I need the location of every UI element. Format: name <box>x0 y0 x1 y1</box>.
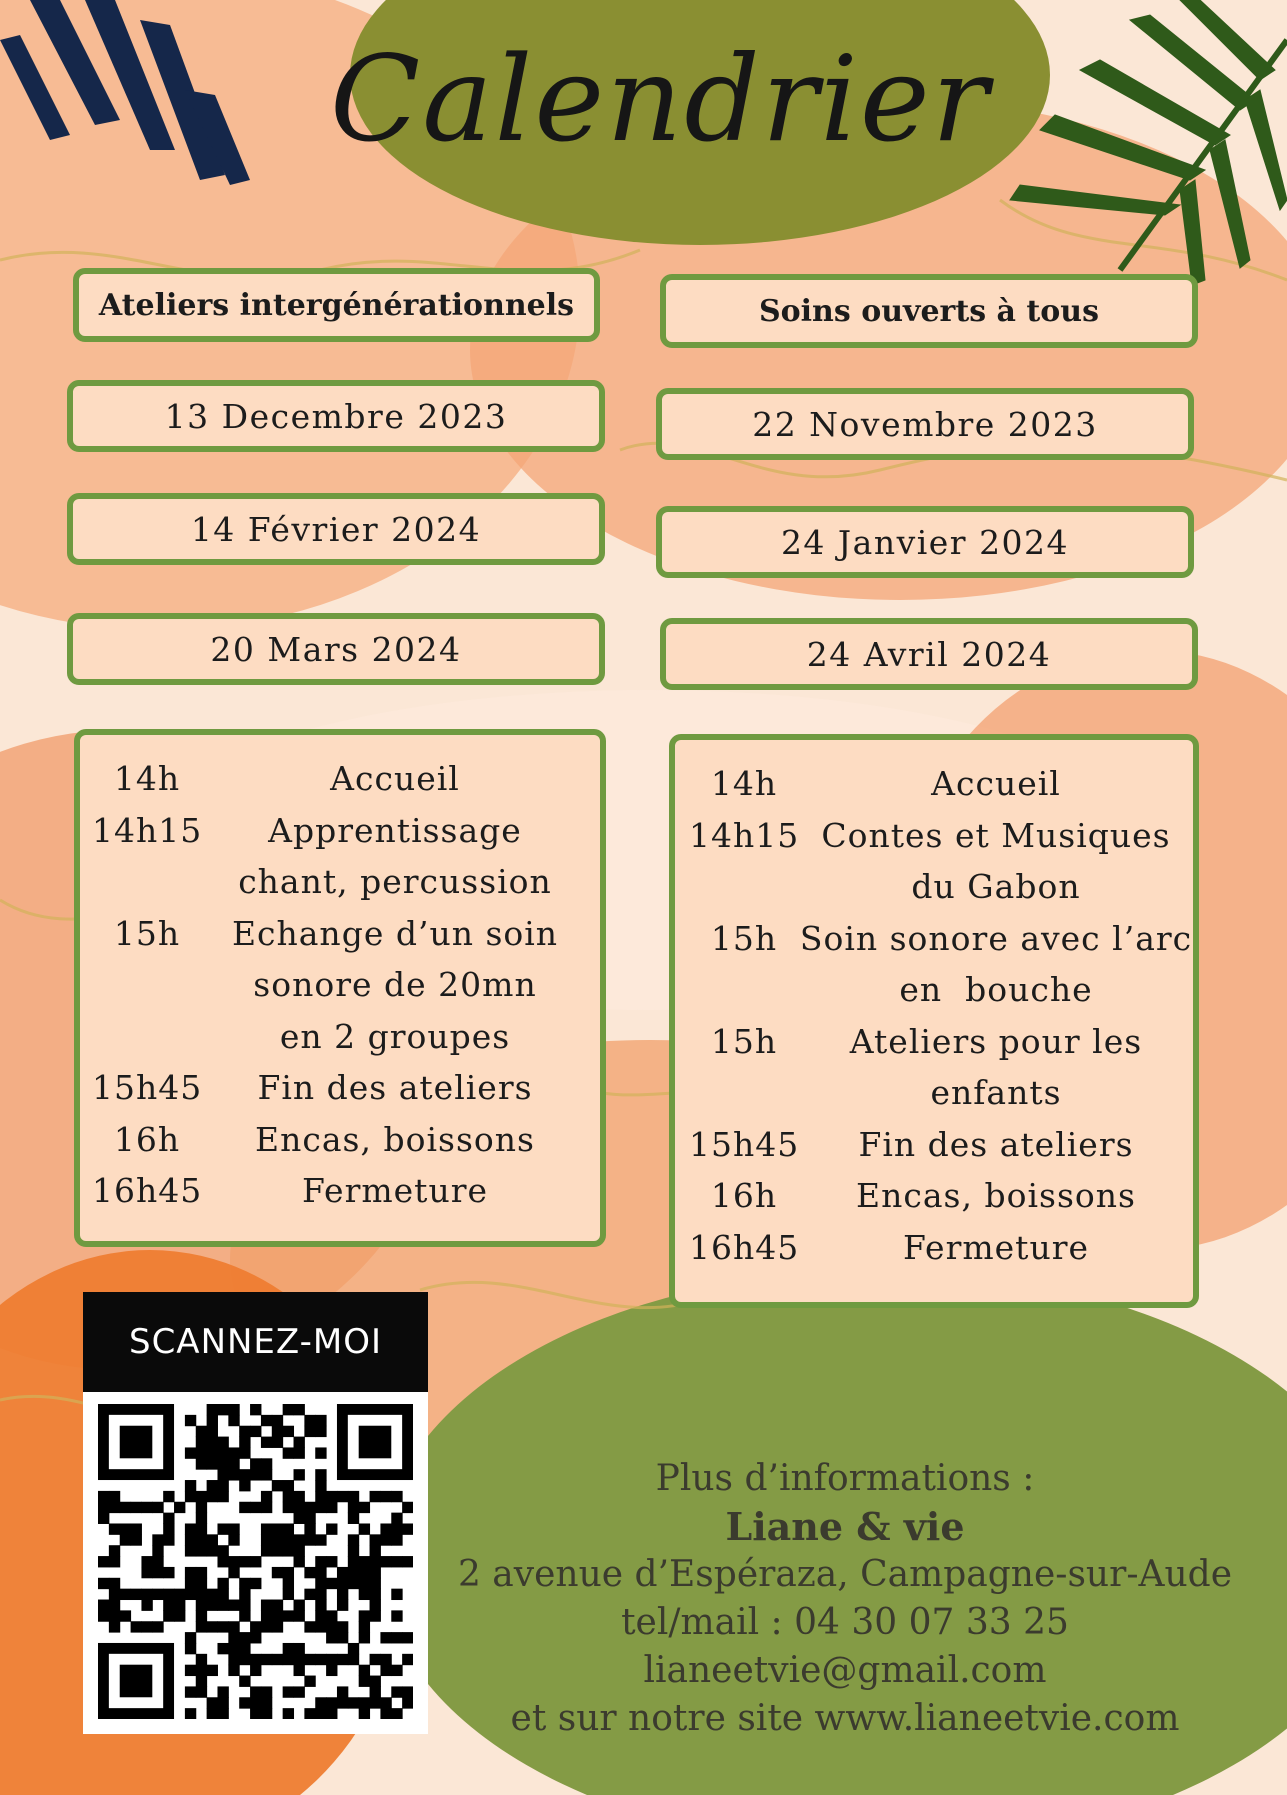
schedule-row <box>689 758 1193 810</box>
right-heading <box>660 274 1198 348</box>
schedule-time <box>689 964 799 1016</box>
left-date-2 <box>67 493 605 565</box>
schedule-activity: chant, percussion <box>238 862 552 901</box>
email-link[interactable]: lianeetvie@gmail.com <box>643 1650 1047 1691</box>
website-link[interactable]: et sur notre site www.lianeetvie.com <box>510 1698 1180 1739</box>
right-date-3-text: 24 Avril 2024 <box>806 634 1052 674</box>
schedule-activity: en 2 groupes <box>279 1016 511 1056</box>
schedule-time: 15h45 <box>92 1068 203 1107</box>
schedule-time: 14h15 <box>689 815 800 855</box>
address: 2 avenue d’Espéraza, Campagne-sur-Aude <box>457 1554 1233 1595</box>
schedule-row <box>689 810 1193 862</box>
schedule-activity: enfants <box>930 1073 1062 1112</box>
schedule-row <box>689 1067 1193 1119</box>
schedule-time: 16h <box>710 1176 778 1215</box>
contact-info <box>440 1455 1250 1743</box>
schedule-activity: Fermeture <box>902 1227 1090 1267</box>
schedule-time: 15h <box>710 1021 778 1061</box>
schedule-activity: du Gabon <box>911 867 1081 906</box>
schedule-activity: Fin des ateliers <box>257 1068 533 1107</box>
left-date-3-text: 20 Mars 2024 <box>210 629 462 669</box>
schedule-row <box>92 1011 588 1063</box>
schedule-row <box>92 908 588 960</box>
left-date-1 <box>67 380 605 452</box>
schedule-activity: Encas, boissons <box>255 1119 535 1159</box>
schedule-row <box>92 856 588 908</box>
schedule-activity: Echange d’un soin <box>231 913 559 953</box>
schedule-time: 14h <box>113 759 181 798</box>
schedule-row <box>92 1062 588 1114</box>
schedule-time <box>689 1067 799 1119</box>
schedule-row <box>92 805 588 857</box>
schedule-time <box>92 1011 202 1063</box>
schedule-time: 16h45 <box>92 1171 203 1210</box>
schedule-row <box>689 1222 1193 1274</box>
left-heading <box>73 268 600 342</box>
schedule-row <box>92 1114 588 1166</box>
schedule-time: 16h <box>113 1119 181 1159</box>
schedule-activity: Accueil <box>330 759 460 798</box>
schedule-activity: sonore de 20mn <box>253 965 537 1004</box>
right-date-2 <box>656 506 1194 578</box>
right-date-1 <box>656 388 1194 460</box>
right-date-1-text: 22 Novembre 2023 <box>752 404 1098 444</box>
schedule-time: 16h45 <box>689 1227 800 1267</box>
right-date-2-text: 24 Janvier 2024 <box>780 522 1070 562</box>
schedule-row <box>689 1119 1193 1171</box>
schedule-row <box>689 1016 1193 1068</box>
schedule-row <box>689 913 1193 965</box>
schedule-row <box>689 964 1193 1016</box>
schedule-activity: en bouche <box>899 970 1093 1009</box>
schedule-activity: Soin sonore avec l’arc <box>799 918 1193 958</box>
schedule-row <box>689 1170 1193 1222</box>
left-date-2-text: 14 Février 2024 <box>190 509 482 549</box>
left-date-1-text: 13 Decembre 2023 <box>164 396 508 436</box>
left-schedule <box>74 729 606 1247</box>
schedule-activity: Apprentissage <box>268 810 522 850</box>
right-schedule <box>669 734 1199 1308</box>
schedule-row <box>92 959 588 1011</box>
left-heading-text: Ateliers intergénérationnels <box>98 287 575 323</box>
schedule-activity: Accueil <box>931 764 1061 803</box>
schedule-row <box>92 1165 588 1217</box>
qr-code-image[interactable] <box>98 1404 413 1719</box>
schedule-time <box>92 856 202 908</box>
qr-label: SCANNEZ-MOI <box>83 1292 428 1392</box>
schedule-row <box>689 861 1193 913</box>
schedule-time: 15h <box>710 918 778 958</box>
page-title: Calendrier <box>330 30 991 168</box>
schedule-activity: Fin des ateliers <box>858 1124 1134 1164</box>
schedule-row <box>92 753 588 805</box>
schedule-activity: Fermeture <box>301 1171 489 1210</box>
schedule-time: 14h <box>710 764 778 803</box>
right-heading-text: Soins ouverts à tous <box>758 293 1099 329</box>
schedule-activity: Ateliers pour les <box>849 1021 1143 1061</box>
schedule-time: 15h <box>113 913 181 953</box>
schedule-time <box>92 959 202 1011</box>
schedule-activity: Encas, boissons <box>856 1176 1136 1215</box>
phone: tel/mail : 04 30 07 33 25 <box>621 1602 1069 1643</box>
schedule-time: 14h15 <box>92 810 203 850</box>
info-intro: Plus d’informations : <box>655 1458 1035 1499</box>
schedule-time: 15h45 <box>689 1124 800 1164</box>
qr-code-card[interactable] <box>83 1292 428 1734</box>
organization-name: Liane & vie <box>725 1504 965 1549</box>
schedule-activity: Contes et Musiques <box>821 815 1171 855</box>
left-date-3 <box>67 613 605 685</box>
right-date-3 <box>660 618 1198 690</box>
schedule-time <box>689 861 799 913</box>
